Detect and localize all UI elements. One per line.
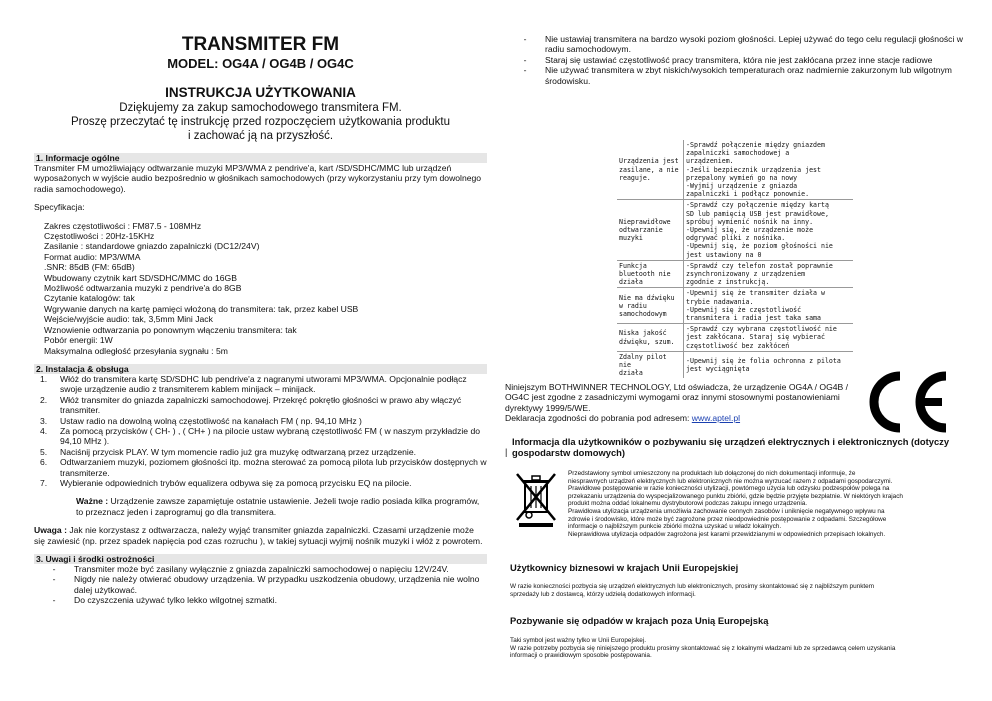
list-item (34, 426, 487, 447)
solution-cell: -Sprawdź czy telefon został poprawnie zsynchronizowany z urządzeniem zgodnie z instrukcją. (684, 260, 854, 288)
model-line: MODEL: OG4A / OG4B / OG4C (167, 56, 354, 71)
precautions-list-continued (505, 34, 965, 86)
spec-item: Częstotliwości : 20Hz-15KHz (44, 231, 155, 242)
install-steps (34, 374, 487, 488)
step-text: Naciśnij przycisk PLAY. W tym momencie radio już gra muzykę odtwarzaną przez urządzenie. (60, 446, 416, 457)
intro-line: Proszę przeczytać tę instrukcję przed rozpoczęciem użytkowania produktu (70, 116, 451, 128)
intro-line: i zachować ją na przyszłość. (187, 130, 334, 142)
spec-item: Format audio: MP3/WMA (44, 251, 141, 262)
warning-label: Uwaga : (34, 525, 67, 536)
step-number: 6. (40, 457, 48, 468)
spec-item: Maksymalna odległość przesyłania sygnału : 5m (44, 345, 228, 356)
list-item: - Do czyszczenia używać tylko lekko wilgotnej szmatki. (52, 595, 277, 606)
spec-item: Zasilanie : standardowe gniazdo zapalniczki (DC12/24V) (44, 241, 260, 252)
spec-item: Wznowienie odtwarzania po ponownym włączeniu transmitera: tak (44, 324, 297, 335)
intro-line: Dziękujemy za zakup samochodowego transmitera FM. (119, 102, 402, 114)
list-item: - Transmiter może być zasilany wyłącznie z gniazda zapalniczki samochodowej o napięciu 12V/24V. (52, 564, 449, 574)
problem-cell: Urządzenia jest zasilane, a nie reaguje. (617, 140, 684, 200)
warning-text: Jak nie korzystasz z odtwarzacza, należy wyjąć transmiter gniazda zapalniczki. Czasami urządzenie może się zawiesić (np. przez spadek napięcia pod czas rozruchu ), w takiej sytuacji wyjmij nośnik muzyki i włóż z powrotem. (34, 525, 483, 546)
spec-item: Wbudowany czytnik kart SD/SDHC/MMC do 16GB (44, 272, 237, 283)
spec-item: Wejście/wyjście audio: tak, 3,5mm Mini Jack (44, 314, 213, 325)
list-item (34, 374, 487, 395)
solution-cell: -Sprawdź czy wybrana częstotliwość nie jest zakłócana. Staraj się wybierać częstotliwość bez zakłóceń (684, 324, 854, 352)
crossed-bin-icon (515, 470, 557, 528)
spec-item: Zakres częstotliwości : FM87.5 - 108MHz (44, 220, 202, 231)
section-1-heading: 1. Informacje ogólne (34, 153, 487, 163)
problem-cell: Nieprawidłowe odtwarzanie muzyki (617, 200, 684, 260)
list-item (34, 447, 487, 457)
table-row (617, 260, 853, 288)
solution-cell: -Upewnij się że folia ochronna z pilota jest wyciągnięta (686, 356, 841, 374)
product-title: TRANSMITER FM (181, 34, 340, 55)
section-2-heading: 2. Instalacja & obsługa (34, 364, 487, 374)
manual-heading: INSTRUKCJA UŻYTKOWANIA (165, 85, 356, 100)
problem-cell: Funkcja bluetooth nie działa (617, 260, 684, 288)
weee-heading (510, 436, 960, 458)
spec-item: Czytanie katalogów: tak (44, 293, 135, 304)
step-number: 2. (40, 394, 48, 405)
problem-cell: Zdalny pilot nie działa (617, 351, 684, 378)
step-number: 4. (40, 425, 48, 436)
spec-item: Pobór energii: 1W (44, 335, 113, 346)
step-number: 1. (40, 373, 48, 384)
step-text: Włóż transmiter do gniazda zapalniczki samochodowej. Przekręć pokrętło głośności w prawo aby włączyć transmiter. (60, 394, 462, 416)
problem-cell: Nie ma dźwięku w radiu samochodowym (617, 288, 684, 324)
solution-cell: -Sprawdź czy połączenie między kartą SD lub pamięcią USB jest prawidłowe, spróbuj wymienić nośnik na inny. -Upewnij się, że urządzenie może odgrywać pliki z nośnika. -Upewnij się, że poziom głośności nie jest ustawiony na 0 (684, 200, 854, 260)
table-row (617, 288, 853, 324)
section-1-text: Transmiter FM umożliwiający odtwarzanie muzyki MP3/WMA z pendrive'a, kart /SD/SDHC/MMC lub urządzeń wyposażonych w wyjście audio bezpośrednio w głośnikach samochodowych (przy wykorzystaniu przy tym dowolnego radia samochodowego). (34, 163, 482, 194)
note-label: Ważne : (76, 496, 109, 507)
bullet-text: Nie ustawiaj transmitera na bardzo wysoki poziom głośności. Lepiej używać do tego celu regulacji głośności w radiu samochodowym. (545, 34, 963, 55)
weee-text: Przedstawiony symbol umieszczony na produktach lub dołączonej do nich dokumentacji informuje, że niesprawnych urządzeń elektrycznych lub elektronicznych nie można wyrzucać razem z odpadami gospodarczymi. Prawidłowe postępowanie w razie konieczności utylizacji, powtórnego użycia lub odzysku podzespołów polega na przekazaniu urządzenia do wyspecjalizowanego punktu zbiórki, gdzie będzie przyjęte bezpłatnie. W niektórych krajach produkt można oddać lokalnemu dystrybutorowi podczas zakupu innego urządzenia. Prawidłowa utylizacja urządzenia umożliwia zachowanie cennych zasobów i uniknięcie negatywnego wpływu na zdrowie i środowisko, które może być zagrożone przez nieodpowiednie postępowanie z odpadami. Szczegółowe informacje o najbliższym punkcie zbiórki można uzyskać u władz lokalnych. Nieprawidłowa utylizacja odpadów zagrożona jest karami przewidzianymi w odpowiednich przepisach lokalnych. (568, 470, 903, 538)
business-users-text: W razie konieczności pozbycia się urządzeń elektrycznych lub elektronicznych, prosimy skontaktować się z najbliższym punktem sprzedaży lub z dostawcą, którzy udzielą dodatkowych informacji. (510, 583, 875, 598)
step-text: Wybieranie odpowiednich trybów equalizera odbywa się za pomocą przycisku EQ na pilocie. (60, 477, 412, 488)
table-row (617, 324, 853, 352)
spec-item: Możliwość odtwarzania muzyki z pendrive'a do 8GB (44, 283, 242, 294)
spec-label: Specyfikacja: (34, 202, 85, 213)
precautions-list (34, 564, 487, 606)
step-number: 5. (40, 446, 48, 457)
list-item (34, 416, 487, 426)
outside-eu-text: Taki symbol jest ważny tylko w Unii Europejskej. W razie potrzeby pozbycia się niniejszego produktu prosimy skontaktować się z lokalnymi władzami lub ze sprzedawcą celem uzyskania informacji o prawidłowym sposobie postępowania. (510, 637, 896, 660)
spec-list (44, 221, 487, 356)
important-note (34, 496, 487, 517)
section-3-heading: 3. Uwagi i środki ostrożności (34, 554, 487, 564)
right-column (505, 34, 965, 660)
business-users-heading: Użytkownicy biznesowi w krajach Unii Europejskiej (510, 562, 739, 573)
list-item: - Staraj się ustawiać częstotliwość pracy transmitera, która nie jest zakłócana przez inne stacje radiowe (523, 54, 933, 65)
step-number: 7. (40, 477, 48, 488)
step-number: 3. (40, 415, 48, 426)
aptel-link[interactable]: www.aptel.pl (691, 413, 741, 424)
note-text: Urządzenie zawsze zapamiętuje ostatnie ustawienie. Jeżeli twoje radio posiada kilka programów, to przeznacz jeden i zaprogramuj go dla transmitera. (76, 496, 480, 517)
bullet-text: Staraj się ustawiać częstotliwość pracy transmitera, która nie jest zakłócana przez inne stacje radiowe (545, 54, 933, 65)
list-item: - Nigdy nie należy otwierać obudowy urządzenia. W przypadku uszkodzenia obudowy, urządzenia nie wolno dalej użytkować. (34, 574, 487, 595)
troubleshooting-table (617, 140, 853, 378)
step-text: Ustaw radio na dowolną wolną częstotliwość na kanałach FM ( np. 94,10 MHz ) (60, 415, 362, 426)
solution-cell: -Upewnij się że transmiter działa w trybie nadawania. -Upewnij się że częstotliwość transmitera i radia jest taka sama (684, 288, 854, 324)
list-item (34, 395, 487, 416)
declaration-text: Niniejszym BOTHWINNER TECHNOLOGY, Ltd oświadcza, że urządzenie OG4A / OG4B / OG4C jest zgodne z zasadniczymi wymogami oraz innymi stosownymi postanowieniami dyrektywy 1999/5/WE. (505, 382, 849, 413)
outside-eu-heading: Pozbywanie się odpadów w krajach poza Unią Europejską (510, 615, 769, 626)
table-row (617, 140, 853, 200)
declaration-of-conformity (505, 382, 850, 424)
list-item: - Nie używać transmitera w zbyt niskich/wysokich temperaturach oraz nadmiernie zakurzonym lub wilgotnym środowisku. (505, 65, 965, 86)
bullet-text: Do czyszczenia używać tylko lekko wilgotnej szmatki. (74, 595, 277, 606)
problem-cell: Niska jakość dźwięku, szum. (617, 324, 684, 352)
left-column (34, 34, 487, 606)
list-item: - Nie ustawiaj transmitera na bardzo wysoki poziom głośności. Lepiej używać do tego celu regulacji głośności w radiu samochodowym. (505, 34, 965, 55)
bullet-text: Nigdy nie należy otwierać obudowy urządzenia. W przypadku uszkodzenia obudowy, urządzenia nie wolno dalej użytkować. (74, 574, 480, 595)
weee-marker: | (505, 447, 508, 457)
step-text: Za pomocą przycisków ( CH- ) , ( CH+ ) na pilocie ustaw wybraną częstotliwość FM ( w naszym przykładzie do 94,10 MHz ). (60, 425, 481, 447)
list-item (34, 457, 487, 478)
intro-text (34, 101, 487, 143)
table-row (617, 351, 853, 378)
step-text: Odtwarzaniem muzyki, poziomem głośności itp. można sterować za pomocą pilota lub przycisków dostępnych w transmiterze. (60, 457, 487, 478)
ce-mark-icon (862, 370, 952, 434)
weee-title: Informacja dla użytkowników o pozbywaniu się urządzeń elektrycznych i elektronicznych (dotyczy gospodarstw domowych) (512, 436, 950, 458)
bullet-text: Transmiter może być zasilany wyłącznie z gniazda zapalniczki samochodowej o napięciu 12V/24V. (74, 564, 449, 574)
solution-cell: -Sprawdź połączenie między gniazdem zapalniczki samochodowej a urządzeniem. -Jeśli bezpiecznik urządzenia jest przepalony wymień go na nowy -Wyjmij urządzenie z gniazda zapalniczki i podłącz ponownie. (684, 140, 854, 200)
spec-item: .SNR: 85dB (FM: 65dB) (44, 262, 135, 273)
table-row (617, 200, 853, 260)
step-text: Włóż do transmitera kartę SD/SDHC lub pendrive'a z nagranymi utworami MP3/WMA. Opcjonalnie podłącz swoje urządzenie audio z transmiterem kablem minijack – minijack. (60, 373, 467, 395)
list-item (34, 478, 487, 488)
declaration-link-label: Deklaracja zgodności do pobrania pod adresem: (505, 413, 692, 424)
spec-item: Wgrywanie danych na kartę pamięci włożoną do transmitera: tak, przez kabel USB (44, 303, 359, 314)
bullet-text: Nie używać transmitera w zbyt niskich/wysokich temperaturach oraz nadmiernie zakurzonym lub wilgotnym środowisku. (545, 65, 952, 86)
warning-note (34, 525, 487, 546)
